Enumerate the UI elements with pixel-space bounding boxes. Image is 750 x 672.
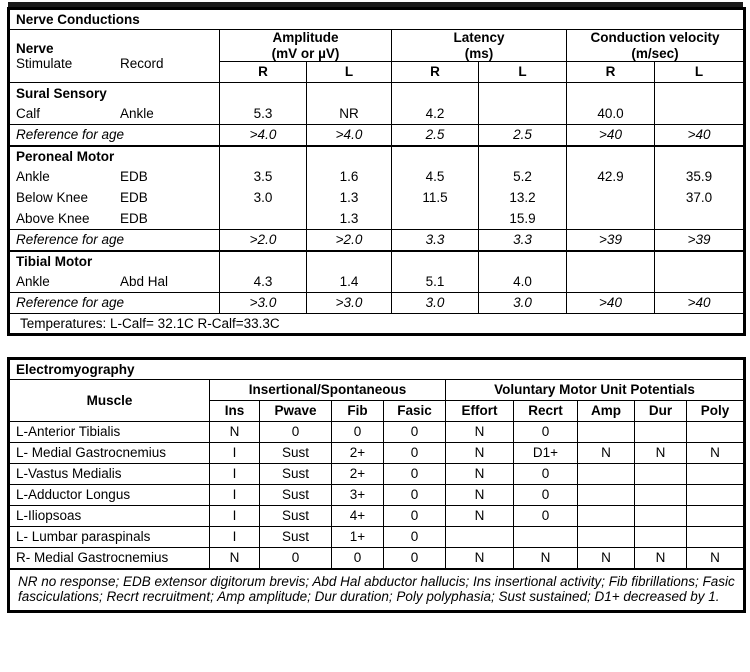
cell-value: >40: [655, 125, 745, 146]
cell-value: [687, 485, 745, 506]
muscle-name: L- Medial Gastrocnemius: [9, 443, 210, 464]
cell-value: 0: [332, 422, 384, 443]
cell-value: 1.3: [307, 209, 392, 230]
amplitude-r-header: R: [220, 62, 307, 83]
nerve-conductions-table: [7, 7, 746, 336]
cell-value: N: [446, 485, 514, 506]
column-header-poly: Poly: [687, 401, 745, 422]
record-site: EDB: [120, 211, 148, 227]
nerve-group-label: Peroneal Motor: [9, 146, 220, 167]
cell-value: 0: [384, 506, 446, 527]
cell-value: 0: [384, 548, 446, 569]
cell-value: 4.0: [479, 272, 567, 293]
nerve-stim-record: [9, 188, 220, 209]
report-sheet: [7, 7, 743, 613]
cell-value: [220, 83, 307, 104]
column-header-dur: Dur: [635, 401, 687, 422]
cell-value: 3.5: [220, 167, 307, 188]
cell-value: 0: [384, 527, 446, 548]
cell-value: [655, 209, 745, 230]
column-header-amp: Amp: [578, 401, 635, 422]
latency-l-header: L: [479, 62, 567, 83]
cell-value: 1.4: [307, 272, 392, 293]
table-row: [9, 485, 745, 506]
cell-value: >39: [655, 230, 745, 251]
cell-value: 1.3: [307, 188, 392, 209]
reference-for-age-label: Reference for age: [9, 230, 220, 251]
stimulate-site: Calf: [16, 106, 41, 122]
cell-value: 0: [384, 422, 446, 443]
latency-r-header: R: [392, 62, 479, 83]
electromyography-table: [7, 357, 746, 613]
cell-value: 2.5: [392, 125, 479, 146]
stimulate-site: Ankle: [16, 169, 50, 185]
cell-value: [392, 146, 479, 167]
latency-group-header: [392, 30, 567, 62]
cell-value: Sust: [260, 464, 332, 485]
insertional-spontaneous-group-header: Insertional/Spontaneous: [210, 380, 446, 401]
table-row: [9, 188, 745, 209]
cell-value: 0: [260, 548, 332, 569]
muscle-column-header: Muscle: [9, 380, 210, 422]
cell-value: I: [210, 464, 260, 485]
column-header-ins: Ins: [210, 401, 260, 422]
nerve-conductions-section-title: Nerve Conductions: [9, 9, 745, 30]
muscle-name: L-Anterior Tibialis: [9, 422, 210, 443]
cell-value: 40.0: [567, 104, 655, 125]
conduction-velocity-group-units: (m/sec): [631, 45, 679, 61]
table-row: [9, 548, 745, 569]
cell-value: [578, 464, 635, 485]
cell-value: [567, 83, 655, 104]
cell-value: 11.5: [392, 188, 479, 209]
cell-value: [479, 251, 567, 272]
voluntary-motor-unit-potentials-group-header: Voluntary Motor Unit Potentials: [446, 380, 745, 401]
cell-value: [392, 83, 479, 104]
table-row: [9, 167, 745, 188]
cell-value: [567, 209, 655, 230]
cell-value: >3.0: [220, 293, 307, 314]
nerve-stimulate-record-header: [9, 30, 220, 83]
table-row: [9, 272, 745, 293]
stimulate-site: Below Knee: [16, 190, 89, 206]
cell-value: N: [210, 422, 260, 443]
nerve-group-label: Sural Sensory: [9, 83, 220, 104]
cell-value: I: [210, 443, 260, 464]
table-row: [9, 293, 745, 314]
nerve-group-label: Tibial Motor: [9, 251, 220, 272]
cell-value: 0: [332, 548, 384, 569]
cell-value: [655, 104, 745, 125]
record-site: EDB: [120, 169, 148, 185]
table-row: [9, 83, 745, 104]
cell-value: 13.2: [479, 188, 567, 209]
cell-value: 15.9: [479, 209, 567, 230]
cell-value: N: [514, 548, 578, 569]
cell-value: [567, 188, 655, 209]
cell-value: [567, 251, 655, 272]
cell-value: 0: [514, 422, 578, 443]
table-spacer: [7, 336, 743, 357]
electromyography-group-header-row: [9, 380, 745, 401]
cell-value: 0: [514, 506, 578, 527]
amplitude-group-header: [220, 30, 392, 62]
cell-value: [578, 506, 635, 527]
table-row: [9, 251, 745, 272]
cell-value: >4.0: [220, 125, 307, 146]
muscle-name: L-Iliopsoas: [9, 506, 210, 527]
nerve-stim-record: [9, 167, 220, 188]
cell-value: [578, 485, 635, 506]
cell-value: >39: [567, 230, 655, 251]
cell-value: Sust: [260, 506, 332, 527]
table-row: [9, 104, 745, 125]
column-header-recrt: Recrt: [514, 401, 578, 422]
cell-value: 3+: [332, 485, 384, 506]
amplitude-group-name: Amplitude: [272, 30, 339, 45]
cell-value: 1+: [332, 527, 384, 548]
cell-value: [567, 272, 655, 293]
cell-value: 1.6: [307, 167, 392, 188]
cell-value: [446, 527, 514, 548]
cell-value: 3.3: [392, 230, 479, 251]
cell-value: N: [446, 506, 514, 527]
cell-value: I: [210, 527, 260, 548]
cell-value: >40: [655, 293, 745, 314]
cell-value: D1+: [514, 443, 578, 464]
latency-group-units: (ms): [464, 45, 494, 61]
table-row: [9, 527, 745, 548]
reference-for-age-label: Reference for age: [9, 293, 220, 314]
cell-value: Sust: [260, 443, 332, 464]
muscle-name: L- Lumbar paraspinals: [9, 527, 210, 548]
amplitude-l-header: L: [307, 62, 392, 83]
cell-value: 3.0: [392, 293, 479, 314]
conduction-velocity-r-header: R: [567, 62, 655, 83]
record-site: Ankle: [120, 106, 154, 122]
cell-value: 0: [260, 422, 332, 443]
cell-value: [655, 251, 745, 272]
stimulate-site: Above Knee: [16, 211, 90, 227]
cell-value: [479, 146, 567, 167]
column-header-fasic: Fasic: [384, 401, 446, 422]
cell-value: 4.5: [392, 167, 479, 188]
cell-value: [655, 83, 745, 104]
stimulate-site: Ankle: [16, 274, 50, 290]
table-row: [9, 125, 745, 146]
cell-value: [635, 506, 687, 527]
cell-value: Sust: [260, 527, 332, 548]
cell-value: >2.0: [307, 230, 392, 251]
cell-value: 3.3: [479, 230, 567, 251]
electromyography-section-title: Electromyography: [9, 359, 745, 380]
cell-value: [687, 422, 745, 443]
cell-value: N: [635, 548, 687, 569]
temperatures-row: [9, 314, 745, 335]
cell-value: [687, 464, 745, 485]
cell-value: N: [446, 464, 514, 485]
cell-value: Sust: [260, 485, 332, 506]
nerve-stim-record: [9, 272, 220, 293]
cell-value: [220, 251, 307, 272]
conduction-velocity-group-header: [567, 30, 745, 62]
cell-value: 4.2: [392, 104, 479, 125]
cell-value: [635, 464, 687, 485]
cell-value: N: [635, 443, 687, 464]
cell-value: 35.9: [655, 167, 745, 188]
column-header-fib: Fib: [332, 401, 384, 422]
table-row: [9, 422, 745, 443]
conduction-velocity-group-name: Conduction velocity: [590, 30, 720, 45]
spacer-table: [7, 336, 743, 357]
cell-value: [220, 146, 307, 167]
column-header-pwave: Pwave: [260, 401, 332, 422]
cell-value: >2.0: [220, 230, 307, 251]
table-row: [9, 464, 745, 485]
cell-value: [635, 485, 687, 506]
cell-value: [567, 146, 655, 167]
cell-value: 5.2: [479, 167, 567, 188]
cell-value: 4.3: [220, 272, 307, 293]
cell-value: [307, 251, 392, 272]
reference-for-age-label: Reference for age: [9, 125, 220, 146]
abbreviations-footnote: NR no response; EDB extensor digitorum brevis; Abd Hal abductor hallucis; Ins insertional activity; Fib fibrillations; Fasic fasciculations; Recrt recruitment; Amp amplitude; Dur duration; Poly polyphasia; Sust sustained; D1+ decreased by 1.: [9, 569, 745, 612]
cell-value: [479, 83, 567, 104]
muscle-name: L-Adductor Longus: [9, 485, 210, 506]
cell-value: N: [210, 548, 260, 569]
cell-value: N: [578, 443, 635, 464]
latency-group-name: Latency: [453, 30, 505, 45]
table-row: [9, 230, 745, 251]
cell-value: N: [687, 548, 745, 569]
cell-value: 3.0: [220, 188, 307, 209]
cell-value: >40: [567, 293, 655, 314]
cell-value: NR: [307, 104, 392, 125]
cell-value: 2+: [332, 443, 384, 464]
cell-value: [514, 527, 578, 548]
record-site: Abd Hal: [120, 274, 169, 290]
cell-value: 3.0: [479, 293, 567, 314]
cell-value: [307, 83, 392, 104]
cell-value: [635, 422, 687, 443]
table-row: [9, 146, 745, 167]
table-row: [9, 443, 745, 464]
cell-value: [578, 422, 635, 443]
cell-value: 42.9: [567, 167, 655, 188]
record-site: EDB: [120, 190, 148, 206]
cell-value: 2.5: [479, 125, 567, 146]
muscle-name: R- Medial Gastrocnemius: [9, 548, 210, 569]
cell-value: 5.1: [392, 272, 479, 293]
table-row: [9, 506, 745, 527]
record-header-label: Record: [120, 56, 164, 72]
cell-value: [392, 209, 479, 230]
cell-value: [479, 104, 567, 125]
cell-value: >40: [567, 125, 655, 146]
muscle-name: L-Vastus Medialis: [9, 464, 210, 485]
cell-value: 0: [384, 485, 446, 506]
cell-value: [687, 527, 745, 548]
table-row: [9, 209, 745, 230]
nerve-stim-record: [9, 104, 220, 125]
cell-value: [578, 527, 635, 548]
conduction-velocity-l-header: L: [655, 62, 745, 83]
footnote-row: [9, 569, 745, 612]
cell-value: N: [446, 422, 514, 443]
cell-value: [635, 527, 687, 548]
column-header-effort: Effort: [446, 401, 514, 422]
cell-value: 0: [514, 464, 578, 485]
cell-value: N: [687, 443, 745, 464]
cell-value: 0: [514, 485, 578, 506]
cell-value: I: [210, 506, 260, 527]
cell-value: [655, 146, 745, 167]
cell-value: [687, 506, 745, 527]
amplitude-group-units: (mV or µV): [271, 45, 340, 61]
nerve-conductions-title-row: [9, 9, 745, 30]
cell-value: N: [446, 548, 514, 569]
stimulate-header-label: Stimulate: [16, 56, 73, 72]
cell-value: [220, 209, 307, 230]
cell-value: 5.3: [220, 104, 307, 125]
cell-value: 4+: [332, 506, 384, 527]
cell-value: 0: [384, 443, 446, 464]
cell-value: 37.0: [655, 188, 745, 209]
electromyography-title-row: [9, 359, 745, 380]
cell-value: >3.0: [307, 293, 392, 314]
nerve-conductions-group-header-row: [9, 30, 745, 62]
nerve-stim-record: [9, 209, 220, 230]
temperatures-text: Temperatures: L-Calf= 32.1C R-Calf=33.3C: [9, 314, 745, 335]
cell-value: 0: [384, 464, 446, 485]
cell-value: 2+: [332, 464, 384, 485]
nerve-header-label: Nerve: [16, 40, 54, 56]
cell-value: N: [446, 443, 514, 464]
cell-value: [655, 272, 745, 293]
cell-value: [392, 251, 479, 272]
cell-value: >4.0: [307, 125, 392, 146]
cell-value: [307, 146, 392, 167]
cell-value: N: [578, 548, 635, 569]
cell-value: I: [210, 485, 260, 506]
